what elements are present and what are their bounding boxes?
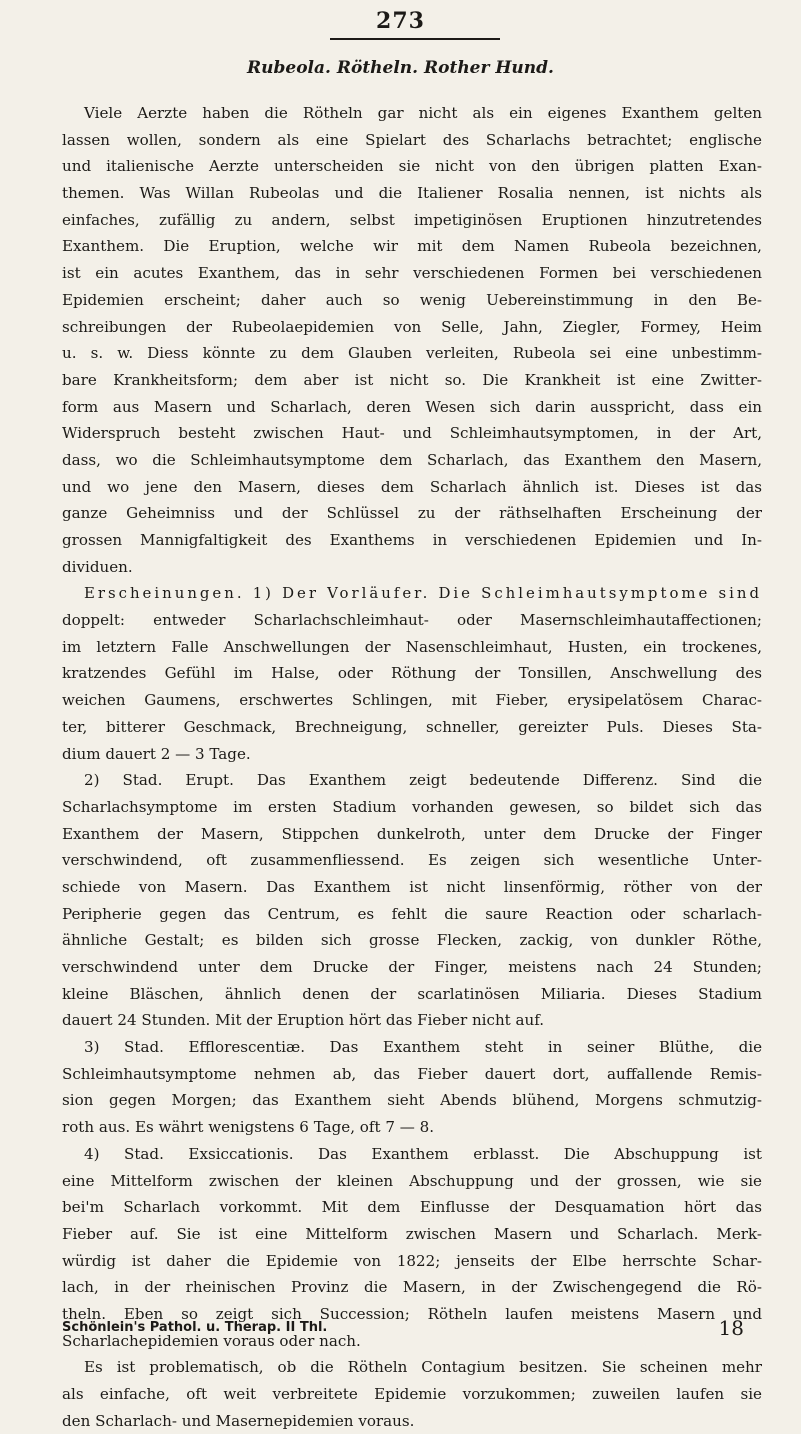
text-line: den Scharlach- und Masernepidemien voraus.	[62, 1411, 415, 1430]
text-line: kleine Bläschen, ähnlich denen der scarlatinösen Miliaria. Dieses Stadium	[62, 984, 762, 1003]
text-line: ist ein acutes Exanthem, das in sehr verschiedenen Formen bei verschiedenen	[62, 264, 762, 283]
text-line: dass, wo die Schleimhautsymptome dem Scharlach, das Exanthem den Masern,	[62, 450, 762, 469]
header-rule	[330, 38, 500, 40]
text-line: dium dauert 2 — 3 Tage.	[62, 744, 251, 763]
text-line: ähnliche Gestalt; es bilden sich grosse Flecken, zackig, von dunkler Röthe,	[62, 931, 762, 950]
page-number: 273	[376, 8, 425, 34]
text-line: Exanthem. Die Eruption, welche wir mit dem Namen Rubeola bezeichnen,	[62, 237, 762, 256]
footer-signature: Schönlein's Pathol. u. Therap. II Thl.	[62, 1320, 328, 1335]
text-line: einfaches, zufällig zu andern, selbst impetiginösen Eruptionen hinzutretendes	[62, 210, 762, 229]
text-line: Widerspruch besteht zwischen Haut- und Schleimhautsymptomen, in der Art,	[62, 424, 762, 443]
text-line: würdig ist daher die Epidemie von 1822; jenseits der Elbe herrschte Schar-	[62, 1251, 762, 1270]
text-line: Fieber auf. Sie ist eine Mittelform zwischen Masern und Scharlach. Merk-	[62, 1224, 762, 1243]
text-line: Peripherie gegen das Centrum, es fehlt die saure Reaction oder scharlach-	[62, 904, 762, 923]
text-line: schreibungen der Rubeolaepidemien von Selle, Jahn, Ziegler, Formey, Heim	[62, 317, 762, 336]
text-line: dauert 24 Stunden. Mit der Eruption hört das Fieber nicht auf.	[62, 1011, 545, 1030]
text-line: roth aus. Es währt wenigstens 6 Tage, oft 7 — 8.	[62, 1118, 435, 1137]
text-line: im letztern Falle Anschwellungen der Nasenschleimhaut, Husten, ein trockenes,	[62, 637, 762, 656]
text-line: grossen Mannigfaltigkeit des Exanthems in verschiedenen Epidemien und In-	[62, 531, 762, 549]
text-line: ganze Geheimniss und der Schlüssel zu der räthselhaften Erscheinung der	[62, 504, 762, 523]
text-line: bare Krankheitsform; dem aber ist nicht so. Die Krankheit ist eine Zwitter-	[62, 370, 762, 389]
text-line: dividuen.	[62, 557, 133, 576]
text-line: themen. Was Willan Rubeolas und die Italiener Rosalia nennen, ist nichts als	[62, 184, 762, 203]
text-line: lassen wollen, sondern als eine Spielart des Scharlachs betrachtet; englische	[62, 130, 762, 149]
text-line: theln. Eben so zeigt sich Succession; Rötheln laufen meistens Masern und	[62, 1304, 762, 1323]
text-line: 4) Stad. Exsiccationis. Das Exanthem erblasst. Die Abschuppung ist	[84, 1144, 762, 1163]
section-heading: Rubeola. Rötheln. Rother Hund.	[247, 58, 554, 78]
body-text	[62, 100, 762, 1434]
text-line: form aus Masern und Scharlach, deren Wesen sich darin ausspricht, dass ein	[62, 397, 762, 416]
footer-sheet-number: 18	[718, 1316, 744, 1340]
text-line: verschwindend, oft zusammenfliessend. Es zeigen sich wesentliche Unter-	[62, 851, 762, 870]
text-line: Es ist problematisch, ob die Rötheln Contagium besitzen. Sie scheinen mehr	[84, 1358, 762, 1377]
text-line: verschwindend unter dem Drucke der Finger, meistens nach 24 Stunden;	[62, 958, 762, 976]
text-line: bei'm Scharlach vorkommt. Mit dem Einflusse der Desquamation hört das	[62, 1198, 762, 1217]
text-line: ter, bitterer Geschmack, Brechneigung, schneller, gereizter Puls. Dieses Sta-	[62, 717, 762, 736]
text-line: schiede von Masern. Das Exanthem ist nicht linsenförmig, röther von der	[62, 877, 762, 896]
text-line: u. s. w. Diess könnte zu dem Glauben verleiten, Rubeola sei eine unbestimm-	[62, 344, 762, 363]
text-line: sion gegen Morgen; das Exanthem sieht Abends blühend, Morgens schmutzig-	[62, 1091, 762, 1110]
text-line: weichen Gaumens, erschwertes Schlingen, mit Fieber, erysipelatösem Charac-	[62, 691, 762, 710]
text-line: Scharlachepidemien voraus oder nach.	[62, 1331, 361, 1350]
text-line: kratzendes Gefühl im Halse, oder Röthung der Tonsillen, Anschwellung des	[62, 664, 762, 683]
text-line: und italienische Aerzte unterscheiden sie nicht von den übrigen platten Exan-	[62, 157, 762, 176]
text-line: Viele Aerzte haben die Rötheln gar nicht als ein eigenes Exanthem gelten	[84, 104, 762, 122]
text-line: Erscheinungen. 1) Der Vorläufer. Die Schleimhautsymptome sind	[84, 584, 762, 603]
text-line: und wo jene den Masern, dieses dem Scharlach ähnlich ist. Dieses ist das	[62, 477, 762, 496]
text-line: lach, in der rheinischen Provinz die Masern, in der Zwischengegend die Rö-	[62, 1278, 762, 1297]
text-line: Epidemien erscheint; daher auch so wenig Uebereinstimmung in den Be-	[62, 290, 762, 309]
text-line: doppelt: entweder Scharlachschleimhaut- oder Masernschleimhautaffectionen;	[62, 611, 762, 630]
text-line: Scharlachsymptome im ersten Stadium vorhanden gewesen, so bildet sich das	[62, 797, 762, 816]
text-line: 2) Stad. Erupt. Das Exanthem zeigt bedeutende Differenz. Sind die	[84, 771, 762, 790]
text-line: Schleimhautsymptome nehmen ab, das Fieber dauert dort, auffallende Remis-	[62, 1064, 762, 1083]
page-footer	[62, 1316, 762, 1346]
text-line: als einfache, oft weit verbreitete Epidemie vorzukommen; zuweilen laufen sie	[62, 1385, 762, 1403]
text-line: 3) Stad. Efflorescentiæ. Das Exanthem steht in seiner Blüthe, die	[84, 1038, 762, 1057]
text-line: eine Mittelform zwischen der kleinen Abschuppung und der grossen, wie sie	[62, 1171, 762, 1190]
text-line: Exanthem der Masern, Stippchen dunkelroth, unter dem Drucke der Finger	[62, 824, 762, 843]
